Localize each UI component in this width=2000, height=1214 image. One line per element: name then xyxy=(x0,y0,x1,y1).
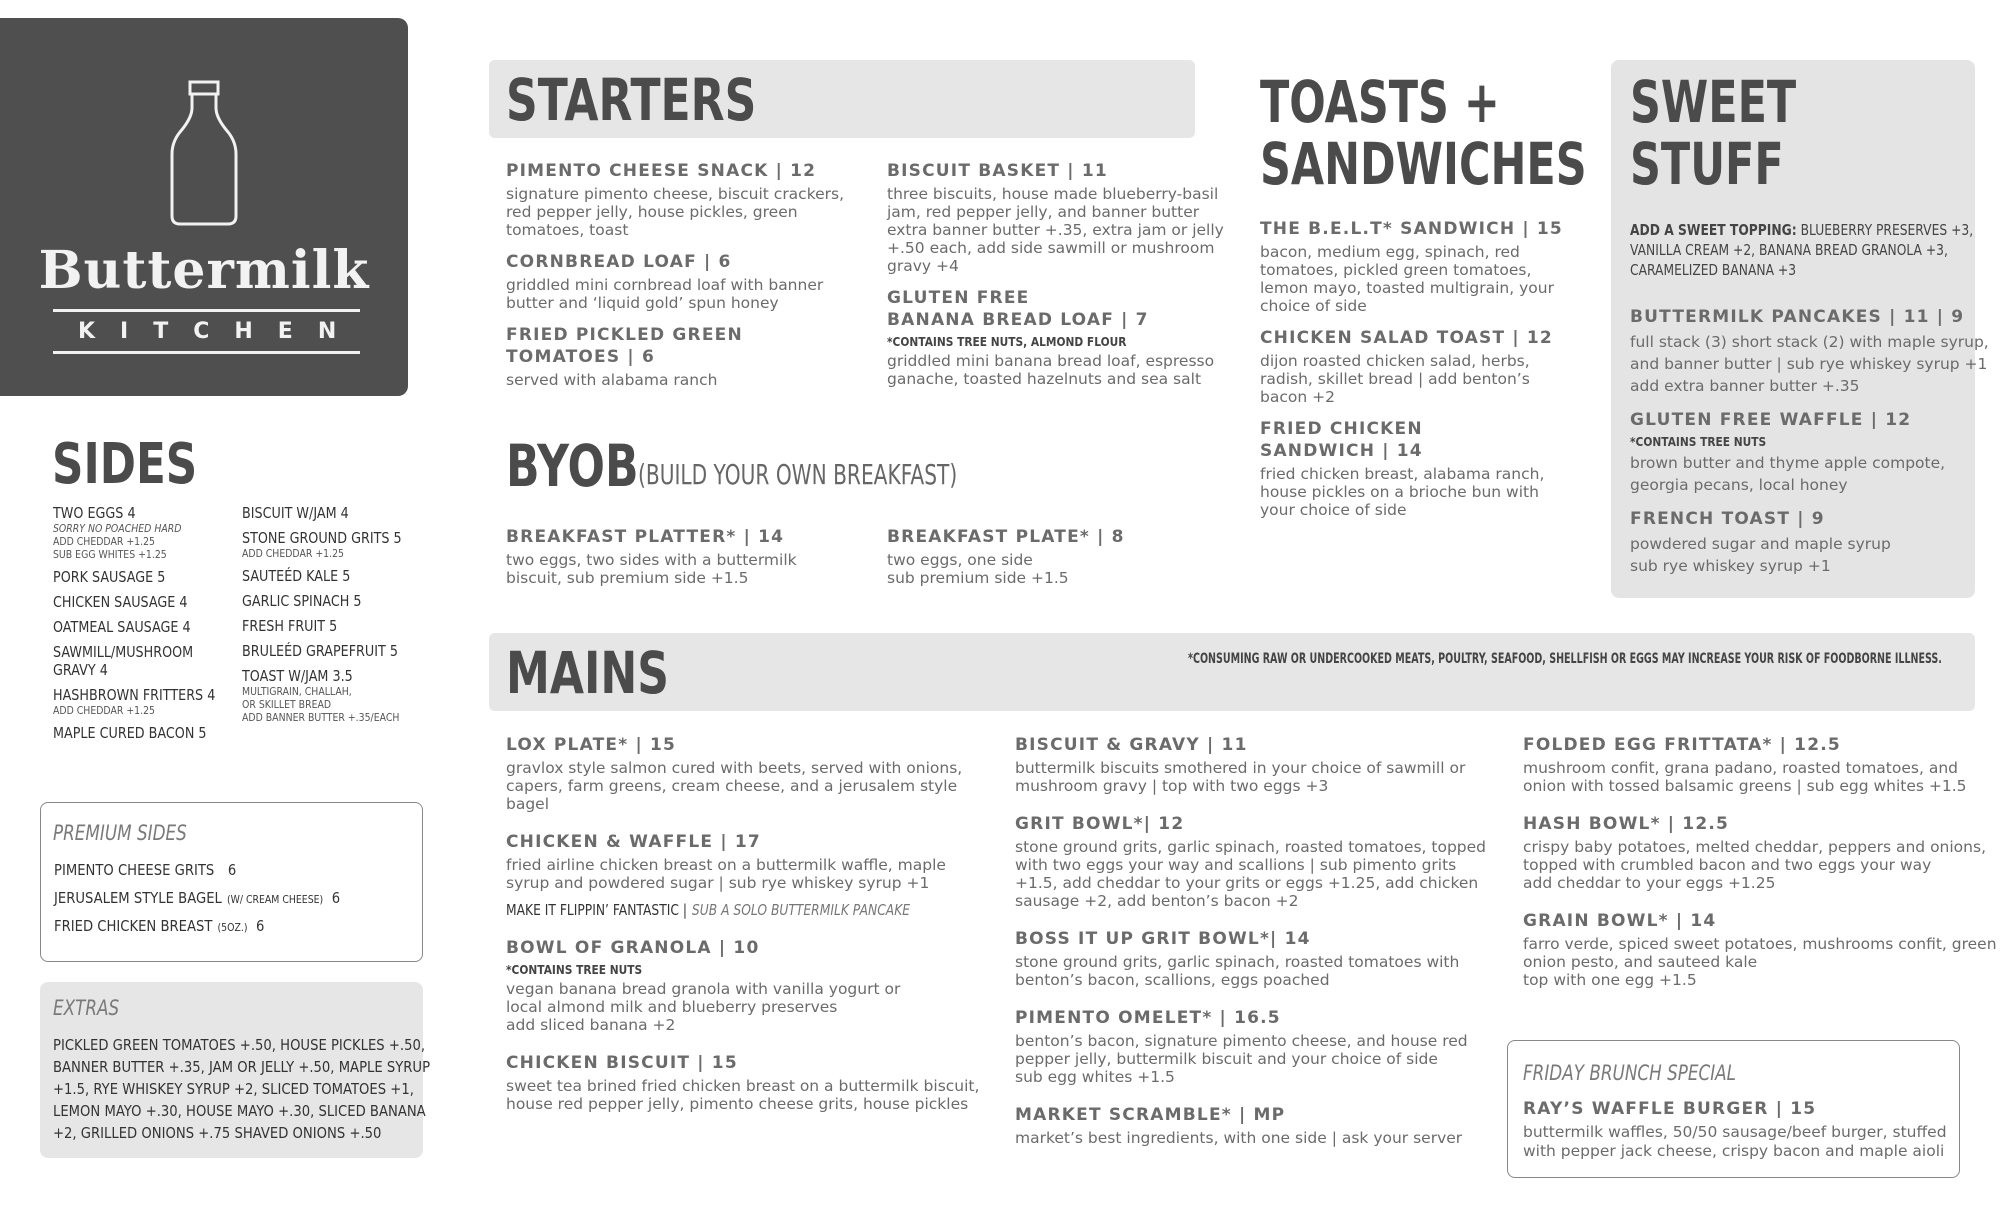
premium-side-qualifier: (W/ CREAM CHEESE) xyxy=(226,893,324,906)
menu-item-desc-line: +1.5, add cheddar to your grits or eggs +1.25, add chicken xyxy=(1015,874,1479,892)
side-item-group xyxy=(53,568,233,586)
menu-item-desc-line: tomatoes, toast xyxy=(506,221,629,239)
side-item-name: SAWMILL/MUSHROOM xyxy=(53,643,194,661)
menu-item-desc-line: butter and ‘liquid gold’ spun honey xyxy=(506,294,779,312)
menu-item-desc-line: onion with tossed balsamic greens | sub egg whites +1.5 xyxy=(1523,777,1967,795)
menu-item-desc-line: fried chicken breast, alabama ranch, xyxy=(1260,465,1545,483)
menu-item xyxy=(506,160,876,239)
menu-item-note: *CONTAINS TREE NUTS xyxy=(1630,434,1767,449)
sweet-list xyxy=(1630,306,1989,589)
menu-item-desc-line: house red pepper jelly, pimento cheese grits, house pickles xyxy=(506,1095,969,1113)
menu-item-desc-line: bacon +2 xyxy=(1260,388,1335,406)
side-item-name: TWO EGGS 4 xyxy=(53,504,136,522)
menu-item-description xyxy=(1523,838,1986,892)
menu-item-title: SANDWICH | 14 xyxy=(1260,441,1423,461)
extras-line: BANNER BUTTER +.35, JAM OR JELLY +.50, MAPLE SYRUP xyxy=(53,1058,431,1076)
toasts-heading-line-2: SANDWICHES xyxy=(1260,130,1587,198)
premium-side-name: PIMENTO CHEESE GRITS xyxy=(54,861,215,879)
menu-item-title: GLUTEN FREE WAFFLE | 12 xyxy=(1630,410,1912,430)
menu-item-description xyxy=(1260,243,1560,315)
menu-item-desc-line: served with alabama ranch xyxy=(506,371,718,389)
menu-item-desc-line: two eggs, one side xyxy=(887,551,1033,569)
menu-item-description xyxy=(1015,759,1485,795)
mains-column-3 xyxy=(1523,734,1997,1007)
byob-heading: BYOB xyxy=(506,432,639,500)
menu-item-description xyxy=(506,371,876,389)
sweet-heading-line-2: STUFF xyxy=(1630,130,1784,198)
menu-item xyxy=(506,251,876,312)
menu-item-desc-line: pepper jelly, buttermilk biscuit and your choice of side xyxy=(1015,1050,1438,1068)
menu-item-desc-line: gravy +4 xyxy=(887,257,959,275)
menu-item xyxy=(1630,409,1970,496)
menu-item-description xyxy=(506,1077,980,1113)
menu-item xyxy=(1015,1007,1485,1086)
menu-item-title: BREAKFAST PLATE* | 8 xyxy=(887,527,1125,547)
menu-item-description xyxy=(1015,1032,1485,1086)
menu-item-description xyxy=(1630,533,1970,577)
menu-item-description xyxy=(1523,759,1973,795)
menu-item-title: CHICKEN BISCUIT | 15 xyxy=(506,1053,738,1073)
side-item-note: ADD BANNER BUTTER +.35/EACH xyxy=(242,711,400,724)
side-item-name: HASHBROWN FRITTERS 4 xyxy=(53,686,216,704)
menu-item-desc-line: farro verde, spiced sweet potatoes, mushrooms confit, green xyxy=(1523,935,1997,953)
mains-header-bar xyxy=(489,633,1975,711)
menu-item xyxy=(1630,508,1970,577)
side-item-name: GRAVY 4 xyxy=(53,661,108,679)
premium-side-qualifier: (5OZ.) xyxy=(217,921,248,934)
menu-item-desc-line: ganache, toasted hazelnuts and sea salt xyxy=(887,370,1202,388)
menu-item-desc-line: sub rye whiskey syrup +1 xyxy=(1630,557,1831,575)
extras-line: +2, GRILLED ONIONS +.75 SHAVED ONIONS +.50 xyxy=(53,1124,382,1142)
side-item-group xyxy=(53,504,233,561)
menu-item-note: *CONTAINS TREE NUTS, ALMOND FLOUR xyxy=(887,334,1127,349)
menu-item-desc-line: biscuit, sub premium side +1.5 xyxy=(506,569,749,587)
menu-item-description xyxy=(887,185,1224,275)
menu-item-title: HASH BOWL* | 12.5 xyxy=(1523,814,1730,834)
starters-column-1 xyxy=(506,160,876,401)
brand-subtitle: KITCHEN xyxy=(53,309,360,354)
menu-item-desc-line: add cheddar to your eggs +1.25 xyxy=(1523,874,1776,892)
menu-item-description xyxy=(1260,465,1560,519)
menu-item-desc-line: add extra banner butter +.35 xyxy=(1630,377,1860,395)
side-item-note: ADD CHEDDAR +1.25 xyxy=(53,535,155,548)
sides-left-column xyxy=(53,504,233,749)
premium-side-price: 6 xyxy=(256,917,265,935)
menu-item-desc-line: sub egg whites +1.5 xyxy=(1015,1068,1175,1086)
side-item-note: OR SKILLET BREAD xyxy=(242,698,332,711)
premium-sides-box xyxy=(40,802,423,962)
side-item-name: OATMEAL SAUSAGE 4 xyxy=(53,618,191,636)
menu-item-title: PIMENTO CHEESE SNACK | 12 xyxy=(506,161,817,181)
menu-item-desc-line: griddled mini banana bread loaf, espresso xyxy=(887,352,1215,370)
menu-item-title: FRIED CHICKEN xyxy=(1260,419,1423,439)
menu-item-description xyxy=(1260,352,1560,406)
menu-item-title: FRENCH TOAST | 9 xyxy=(1630,509,1825,529)
premium-side-name: JERUSALEM STYLE BAGEL xyxy=(54,889,222,907)
side-item-group xyxy=(242,504,422,522)
menu-item-desc-line: griddled mini cornbread loaf with banner xyxy=(506,276,824,294)
side-item-name: STONE GROUND GRITS 5 xyxy=(242,529,402,547)
menu-item xyxy=(1015,734,1485,795)
sides-right-column xyxy=(242,504,422,731)
menu-item xyxy=(1260,218,1563,315)
menu-item-title: CHICKEN & WAFFLE | 17 xyxy=(506,832,761,852)
menu-item-desc-line: house pickles on a brioche bun with xyxy=(1260,483,1539,501)
extras-list xyxy=(53,1034,433,1144)
premium-sides-title: PREMIUM SIDES xyxy=(53,821,187,845)
byob-subtitle: (BUILD YOUR OWN BREAKFAST) xyxy=(638,458,958,491)
premium-side-price: 6 xyxy=(227,861,237,879)
menu-item-title: BOWL OF GRANOLA | 10 xyxy=(506,938,760,958)
brand-name: Buttermilk xyxy=(38,240,370,301)
menu-item-description xyxy=(1015,1129,1485,1147)
menu-item-title: CORNBREAD LOAF | 6 xyxy=(506,252,732,272)
menu-item-desc-line: stone ground grits, garlic spinach, roasted tomatoes, topped xyxy=(1015,838,1486,856)
menu-item-desc-line: red pepper jelly, house pickles, green xyxy=(506,203,798,221)
side-item-group xyxy=(242,642,422,660)
menu-item xyxy=(1523,910,1997,989)
side-item-name: CHICKEN SAUSAGE 4 xyxy=(53,593,188,611)
menu-item-desc-line: stone ground grits, garlic spinach, roasted tomatoes with xyxy=(1015,953,1460,971)
side-item-group xyxy=(242,592,422,610)
menu-item-desc-line: bagel xyxy=(506,795,550,813)
extras-line: PICKLED GREEN TOMATOES +.50, HOUSE PICKLES +.50, xyxy=(53,1036,426,1054)
menu-item-desc-line: onion pesto, and sauteed kale xyxy=(1523,953,1758,971)
menu-item-description xyxy=(506,185,876,239)
menu-item-title: LOX PLATE* | 15 xyxy=(506,735,677,755)
side-item-group xyxy=(53,661,233,679)
menu-item-desc-line: brown butter and thyme apple compote, xyxy=(1630,454,1946,472)
menu-item-desc-line: extra banner butter +.35, extra jam or jelly xyxy=(887,221,1224,239)
side-item-name: BRULEÉD GRAPEFRUIT 5 xyxy=(242,642,398,660)
menu-item xyxy=(506,734,976,813)
menu-item-desc-line: three biscuits, house made blueberry-basil xyxy=(887,185,1219,203)
menu-item-desc-line: topped with crumbled bacon and two eggs your way xyxy=(1523,856,1932,874)
premium-side-item xyxy=(54,889,360,907)
extras-title: EXTRAS xyxy=(53,996,120,1020)
menu-item-title: BOSS IT UP GRIT BOWL*| 14 xyxy=(1015,929,1311,949)
upgrade-label: MAKE IT FLIPPIN’ FANTASTIC | xyxy=(506,901,687,919)
menu-item-desc-line: crispy baby potatoes, melted cheddar, peppers and onions, xyxy=(1523,838,1986,856)
side-item-group xyxy=(53,593,233,611)
side-item-name: GARLIC SPINACH 5 xyxy=(242,592,362,610)
menu-item-description xyxy=(1630,452,1970,496)
menu-item-desc-line: fried airline chicken breast on a buttermilk waffle, maple xyxy=(506,856,946,874)
special-item-desc-1: buttermilk waffles, 50/50 sausage/beef burger, stuffed xyxy=(1523,1123,1947,1141)
side-item-group xyxy=(242,617,422,635)
menu-item-desc-line: sausage +2, add benton’s bacon +2 xyxy=(1015,892,1299,910)
byob-item-platter xyxy=(506,526,876,601)
menu-item-title: FRIED PICKLED GREEN xyxy=(506,325,743,345)
side-item-group xyxy=(53,618,233,636)
side-item-note: MULTIGRAIN, CHALLAH, xyxy=(242,685,352,698)
premium-side-name: FRIED CHICKEN BREAST xyxy=(54,917,213,935)
menu-item xyxy=(887,287,1215,388)
extras-line: LEMON MAYO +.30, HOUSE MAYO +.30, SLICED BANANA xyxy=(53,1102,426,1120)
sweet-topping-line-2: VANILLA CREAM +2, BANANA BREAD GRANOLA +3, xyxy=(1630,241,1948,259)
premium-sides-list xyxy=(54,861,414,945)
byob-item-plate xyxy=(887,526,1207,601)
menu-item-title: MARKET SCRAMBLE* | MP xyxy=(1015,1105,1286,1125)
side-item-group xyxy=(242,667,422,724)
menu-item-desc-line: lemon mayo, toasted multigrain, your xyxy=(1260,279,1554,297)
menu-item-desc-line: powdered sugar and maple syrup xyxy=(1630,535,1891,553)
sides-heading: SIDES xyxy=(52,432,198,497)
side-item-group xyxy=(53,724,233,742)
menu-item-desc-line: top with one egg +1.5 xyxy=(1523,971,1697,989)
menu-item-desc-line: dijon roasted chicken salad, herbs, xyxy=(1260,352,1530,370)
menu-item-desc-line: choice of side xyxy=(1260,297,1367,315)
menu-item xyxy=(887,526,1207,587)
menu-item xyxy=(1630,306,1989,397)
menu-item-desc-line: gravlox style salmon cured with beets, served with onions, xyxy=(506,759,963,777)
menu-item xyxy=(506,324,876,389)
menu-item-upgrade xyxy=(506,900,911,919)
menu-item xyxy=(1015,813,1485,910)
menu-item xyxy=(1015,928,1485,989)
friday-special-title: FRIDAY BRUNCH SPECIAL xyxy=(1523,1061,1737,1085)
side-item-note: ADD CHEDDAR +1.25 xyxy=(53,704,155,717)
menu-item-desc-line: bacon, medium egg, spinach, red xyxy=(1260,243,1520,261)
menu-item-desc-line: with two eggs your way and scallions | sub pimento grits xyxy=(1015,856,1457,874)
menu-item-title: PIMENTO OMELET* | 16.5 xyxy=(1015,1008,1281,1028)
menu-item xyxy=(1015,1104,1485,1147)
menu-item-title: THE B.E.L.T* SANDWICH | 15 xyxy=(1260,219,1563,239)
menu-item-description xyxy=(1015,838,1485,910)
menu-item-description xyxy=(506,551,876,587)
menu-item-description xyxy=(506,980,976,1034)
menu-item-desc-line: full stack (3) short stack (2) with maple syrup, xyxy=(1630,333,1989,351)
special-item-desc-2: with pepper jack cheese, crispy bacon and maple aioli xyxy=(1523,1142,1945,1160)
menu-item-desc-line: benton’s bacon, signature pimento cheese, and house red xyxy=(1015,1032,1468,1050)
menu-item-title: BANANA BREAD LOAF | 7 xyxy=(887,310,1149,330)
menu-item-desc-line: two eggs, two sides with a buttermilk xyxy=(506,551,797,569)
menu-item-desc-line: +.50 each, add side sawmill or mushroom xyxy=(887,239,1215,257)
mains-column-1 xyxy=(506,734,980,1131)
extras-line: +1.5, RYE WHISKEY SYRUP +2, SLICED TOMATOES +1, xyxy=(53,1080,414,1098)
menu-item-desc-line: signature pimento cheese, biscuit crackers, xyxy=(506,185,845,203)
menu-item-description xyxy=(1630,331,1989,397)
menu-item xyxy=(1260,327,1560,406)
menu-item-title: TOMATOES | 6 xyxy=(506,347,655,367)
logo-panel xyxy=(0,18,408,396)
sweet-topping-line-1: BLUEBERRY PRESERVES +3, xyxy=(1796,221,1974,239)
side-item-name: PORK SAUSAGE 5 xyxy=(53,568,166,586)
sweet-topping-line-3: CARAMELIZED BANANA +3 xyxy=(1630,261,1797,279)
menu-item-description xyxy=(1015,953,1485,989)
menu-item-title: BISCUIT & GRAVY | 11 xyxy=(1015,735,1248,755)
premium-side-item xyxy=(54,917,360,935)
menu-item-desc-line: benton’s bacon, scallions, eggs poached xyxy=(1015,971,1330,989)
side-item-note: SUB EGG WHITES +1.25 xyxy=(53,548,167,561)
menu-item xyxy=(506,831,976,919)
menu-item xyxy=(506,937,976,1034)
friday-special-box xyxy=(1507,1040,1960,1178)
menu-item xyxy=(1260,418,1560,519)
mains-disclaimer: *CONSUMING RAW OR UNDERCOOKED MEATS, POULTRY, SEAFOOD, SHELLFISH OR EGGS MAY INCREASE YOUR RISK OF FOODBORNE ILLNESS. xyxy=(1188,651,1942,667)
menu-item xyxy=(1523,813,1986,892)
sweet-heading-line-1: SWEET xyxy=(1630,68,1797,136)
side-item-group xyxy=(53,686,233,717)
menu-item-desc-line: vegan banana bread granola with vanilla yogurt or xyxy=(506,980,901,998)
menu-item-desc-line: mushroom confit, grana padano, roasted tomatoes, and xyxy=(1523,759,1958,777)
menu-item-desc-line: capers, farm greens, cream cheese, and a jerusalem style xyxy=(506,777,958,795)
side-item-name: BISCUIT W/JAM 4 xyxy=(242,504,349,522)
menu-item-title: BISCUIT BASKET | 11 xyxy=(887,161,1108,181)
menu-item-description xyxy=(506,759,976,813)
menu-item-title: GRAIN BOWL* | 14 xyxy=(1523,911,1717,931)
menu-item-desc-line: sub premium side +1.5 xyxy=(887,569,1069,587)
extras-box xyxy=(40,982,431,1158)
menu-item-desc-line: and banner butter | sub rye whiskey syrup +1 xyxy=(1630,355,1988,373)
starters-heading: STARTERS xyxy=(506,66,757,134)
side-item-group xyxy=(242,529,422,560)
menu-item-title: BUTTERMILK PANCAKES | 11 | 9 xyxy=(1630,307,1965,327)
premium-side-item xyxy=(54,861,360,879)
menu-item-description xyxy=(887,352,1215,388)
menu-item-desc-line: jam, red pepper jelly, and banner butter xyxy=(887,203,1200,221)
menu-item-desc-line: buttermilk biscuits smothered in your choice of sawmill or xyxy=(1015,759,1466,777)
menu-item-desc-line: local almond milk and blueberry preserves xyxy=(506,998,838,1016)
menu-item-description xyxy=(506,276,876,312)
toasts-list xyxy=(1260,218,1563,531)
special-item-title: RAY’S WAFFLE BURGER | 15 xyxy=(1523,1099,1817,1119)
starters-column-2 xyxy=(887,160,1224,400)
menu-item-description xyxy=(1523,935,1997,989)
menu-item-desc-line: your choice of side xyxy=(1260,501,1407,519)
side-item-name: FRESH FRUIT 5 xyxy=(242,617,338,635)
menu-item-title: BREAKFAST PLATTER* | 14 xyxy=(506,527,785,547)
menu-item-title: GRIT BOWL*| 12 xyxy=(1015,814,1185,834)
sweet-topping-label: ADD A SWEET TOPPING: xyxy=(1630,221,1797,239)
menu-item-desc-line: georgia pecans, local honey xyxy=(1630,476,1848,494)
menu-item-desc-line: radish, skillet bread | add benton’s xyxy=(1260,370,1530,388)
milk-bottle-icon xyxy=(168,78,240,228)
menu-item-title: CHICKEN SALAD TOAST | 12 xyxy=(1260,328,1553,348)
premium-side-price: 6 xyxy=(331,889,341,907)
upgrade-value: SUB A SOLO BUTTERMILK PANCAKE xyxy=(691,901,911,919)
menu-item xyxy=(506,1052,980,1113)
toasts-heading-line-1: TOASTS + xyxy=(1260,68,1500,136)
menu-item-note: *CONTAINS TREE NUTS xyxy=(506,962,643,977)
mains-column-2 xyxy=(1015,734,1485,1165)
side-item-note: SORRY NO POACHED HARD xyxy=(53,522,182,535)
sweet-topping xyxy=(1630,220,1974,280)
menu-item-desc-line: sweet tea brined fried chicken breast on a buttermilk biscuit, xyxy=(506,1077,980,1095)
menu-item xyxy=(1523,734,1973,795)
mains-heading: MAINS xyxy=(506,639,670,707)
menu-item-desc-line: mushroom gravy | top with two eggs +3 xyxy=(1015,777,1329,795)
menu-item-desc-line: market’s best ingredients, with one side | ask your server xyxy=(1015,1129,1463,1147)
menu-item xyxy=(887,160,1224,275)
menu-item-title: GLUTEN FREE xyxy=(887,288,1030,308)
menu-item-description xyxy=(506,856,976,892)
menu-item-description xyxy=(887,551,1207,587)
menu-item-title: FOLDED EGG FRITTATA* | 12.5 xyxy=(1523,735,1841,755)
side-item-group xyxy=(242,567,422,585)
menu-item-desc-line: syrup and powdered sugar | sub rye whiskey syrup +1 xyxy=(506,874,930,892)
side-item-name: SAUTEÉD KALE 5 xyxy=(242,567,351,585)
menu-item-desc-line: tomatoes, pickled green tomatoes, xyxy=(1260,261,1532,279)
side-item-group xyxy=(53,643,233,661)
side-item-name: TOAST W/JAM 3.5 xyxy=(242,667,353,685)
menu-item xyxy=(506,526,876,587)
side-item-name: MAPLE CURED BACON 5 xyxy=(53,724,207,742)
side-item-note: ADD CHEDDAR +1.25 xyxy=(242,547,344,560)
menu-item-desc-line: add sliced banana +2 xyxy=(506,1016,676,1034)
